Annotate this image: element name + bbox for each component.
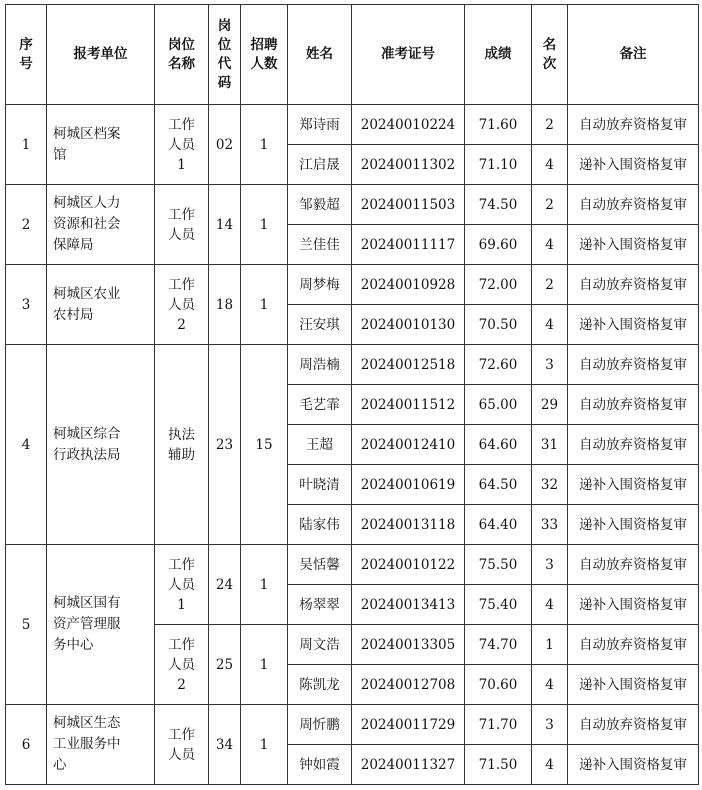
header-post-code: 岗 位 代 码 bbox=[209, 5, 241, 105]
exam-id: 20240010619 bbox=[352, 465, 465, 505]
post-code: 14 bbox=[209, 185, 241, 265]
post-name: 工作 人员 bbox=[155, 185, 209, 265]
header-post-name: 岗位 名称 bbox=[155, 5, 209, 105]
table-row bbox=[6, 545, 699, 585]
rank: 4 bbox=[532, 745, 568, 785]
post-name: 工作 人员 bbox=[155, 705, 209, 785]
header-rank: 名 次 bbox=[532, 5, 568, 105]
person-name: 陆家伟 bbox=[288, 505, 352, 545]
group-index: 3 bbox=[6, 265, 47, 345]
rank: 32 bbox=[532, 465, 568, 505]
score: 71.50 bbox=[465, 745, 532, 785]
table-row bbox=[6, 185, 699, 225]
post-code: 24 bbox=[209, 545, 241, 625]
post-quota: 1 bbox=[241, 705, 288, 785]
person-name: 周文浩 bbox=[288, 625, 352, 665]
post-quota: 15 bbox=[241, 345, 288, 545]
note: 自动放弃资格复审 bbox=[568, 105, 699, 145]
post-name: 工作 人员 1 bbox=[155, 545, 209, 625]
group-unit: 柯城区生态 工业服务中 心 bbox=[47, 705, 155, 785]
post-code: 25 bbox=[209, 625, 241, 705]
person-name: 周忻鹏 bbox=[288, 705, 352, 745]
group-unit: 柯城区国有 资产管理服 务中心 bbox=[47, 545, 155, 705]
score: 72.60 bbox=[465, 345, 532, 385]
table-row bbox=[6, 265, 699, 305]
rank: 29 bbox=[532, 385, 568, 425]
post-name: 执法 辅助 bbox=[155, 345, 209, 545]
score: 74.50 bbox=[465, 185, 532, 225]
person-name: 杨翠翠 bbox=[288, 585, 352, 625]
score: 69.60 bbox=[465, 225, 532, 265]
header-exam-id: 准考证号 bbox=[352, 5, 465, 105]
rank: 4 bbox=[532, 305, 568, 345]
person-name: 陈凯龙 bbox=[288, 665, 352, 705]
exam-id: 20240010928 bbox=[352, 265, 465, 305]
table-row bbox=[6, 105, 699, 145]
exam-id: 20240011512 bbox=[352, 385, 465, 425]
note: 自动放弃资格复审 bbox=[568, 345, 699, 385]
exam-id: 20240010130 bbox=[352, 305, 465, 345]
exam-id: 20240011327 bbox=[352, 745, 465, 785]
person-name: 汪安琪 bbox=[288, 305, 352, 345]
person-name: 邹毅超 bbox=[288, 185, 352, 225]
exam-id: 20240012708 bbox=[352, 665, 465, 705]
score: 71.10 bbox=[465, 145, 532, 185]
score: 74.70 bbox=[465, 625, 532, 665]
post-name: 工作 人员 2 bbox=[155, 625, 209, 705]
post-quota: 1 bbox=[241, 265, 288, 345]
group-unit: 柯城区综合 行政执法局 bbox=[47, 345, 155, 545]
rank: 1 bbox=[532, 625, 568, 665]
group-index: 4 bbox=[6, 345, 47, 545]
rank: 4 bbox=[532, 665, 568, 705]
note: 递补入围资格复审 bbox=[568, 585, 699, 625]
note: 自动放弃资格复审 bbox=[568, 545, 699, 585]
exam-id: 20240011729 bbox=[352, 705, 465, 745]
score: 75.50 bbox=[465, 545, 532, 585]
post-quota: 1 bbox=[241, 545, 288, 625]
rank: 33 bbox=[532, 505, 568, 545]
rank: 3 bbox=[532, 345, 568, 385]
note: 递补入围资格复审 bbox=[568, 665, 699, 705]
note: 递补入围资格复审 bbox=[568, 225, 699, 265]
person-name: 钟如霞 bbox=[288, 745, 352, 785]
rank: 31 bbox=[532, 425, 568, 465]
post-code: 23 bbox=[209, 345, 241, 545]
post-name: 工作 人员 2 bbox=[155, 265, 209, 345]
exam-id: 20240010224 bbox=[352, 105, 465, 145]
person-name: 周梦梅 bbox=[288, 265, 352, 305]
rank: 4 bbox=[532, 225, 568, 265]
exam-id: 20240013305 bbox=[352, 625, 465, 665]
exam-id: 20240013413 bbox=[352, 585, 465, 625]
header-index: 序 号 bbox=[6, 5, 47, 105]
score: 75.40 bbox=[465, 585, 532, 625]
exam-id: 20240012410 bbox=[352, 425, 465, 465]
group-index: 1 bbox=[6, 105, 47, 185]
post-name: 工作 人员 1 bbox=[155, 105, 209, 185]
person-name: 周浩楠 bbox=[288, 345, 352, 385]
score: 71.60 bbox=[465, 105, 532, 145]
score: 64.60 bbox=[465, 425, 532, 465]
post-quota: 1 bbox=[241, 185, 288, 265]
exam-id: 20240011302 bbox=[352, 145, 465, 185]
rank: 3 bbox=[532, 705, 568, 745]
header-quota: 招聘 人数 bbox=[241, 5, 288, 105]
rank: 4 bbox=[532, 145, 568, 185]
table-row bbox=[6, 345, 699, 385]
group-unit: 柯城区档案 馆 bbox=[47, 105, 155, 185]
table-body bbox=[6, 105, 699, 785]
post-code: 34 bbox=[209, 705, 241, 785]
header-person: 姓名 bbox=[288, 5, 352, 105]
exam-id: 20240011117 bbox=[352, 225, 465, 265]
rank: 4 bbox=[532, 585, 568, 625]
person-name: 王超 bbox=[288, 425, 352, 465]
score: 72.00 bbox=[465, 265, 532, 305]
exam-id: 20240011503 bbox=[352, 185, 465, 225]
score: 70.60 bbox=[465, 665, 532, 705]
post-code: 02 bbox=[209, 105, 241, 185]
header-note: 备注 bbox=[568, 5, 699, 105]
note: 递补入围资格复审 bbox=[568, 745, 699, 785]
group-index: 5 bbox=[6, 545, 47, 705]
rank: 3 bbox=[532, 545, 568, 585]
person-name: 兰佳佳 bbox=[288, 225, 352, 265]
person-name: 叶晓清 bbox=[288, 465, 352, 505]
note: 自动放弃资格复审 bbox=[568, 265, 699, 305]
post-quota: 1 bbox=[241, 625, 288, 705]
note: 递补入围资格复审 bbox=[568, 465, 699, 505]
note: 自动放弃资格复审 bbox=[568, 705, 699, 745]
note: 递补入围资格复审 bbox=[568, 145, 699, 185]
group-index: 2 bbox=[6, 185, 47, 265]
header-row bbox=[6, 5, 699, 105]
group-unit: 柯城区人力 资源和社会 保障局 bbox=[47, 185, 155, 265]
note: 递补入围资格复审 bbox=[568, 305, 699, 345]
score: 71.70 bbox=[465, 705, 532, 745]
person-name: 吴恬馨 bbox=[288, 545, 352, 585]
group-index: 6 bbox=[6, 705, 47, 785]
score: 64.40 bbox=[465, 505, 532, 545]
person-name: 毛艺霏 bbox=[288, 385, 352, 425]
results-table bbox=[5, 4, 699, 785]
header-score: 成绩 bbox=[465, 5, 532, 105]
post-quota: 1 bbox=[241, 105, 288, 185]
note: 自动放弃资格复审 bbox=[568, 425, 699, 465]
exam-id: 20240010122 bbox=[352, 545, 465, 585]
note: 自动放弃资格复审 bbox=[568, 185, 699, 225]
score: 64.50 bbox=[465, 465, 532, 505]
note: 自动放弃资格复审 bbox=[568, 625, 699, 665]
table-row bbox=[6, 705, 699, 745]
rank: 2 bbox=[532, 265, 568, 305]
group-unit: 柯城区农业 农村局 bbox=[47, 265, 155, 345]
rank: 2 bbox=[532, 185, 568, 225]
exam-id: 20240013118 bbox=[352, 505, 465, 545]
header-unit: 报考单位 bbox=[47, 5, 155, 105]
person-name: 江启晟 bbox=[288, 145, 352, 185]
note: 递补入围资格复审 bbox=[568, 505, 699, 545]
score: 65.00 bbox=[465, 385, 532, 425]
rank: 2 bbox=[532, 105, 568, 145]
post-code: 18 bbox=[209, 265, 241, 345]
person-name: 郑诗雨 bbox=[288, 105, 352, 145]
note: 自动放弃资格复审 bbox=[568, 385, 699, 425]
exam-id: 20240012518 bbox=[352, 345, 465, 385]
score: 70.50 bbox=[465, 305, 532, 345]
